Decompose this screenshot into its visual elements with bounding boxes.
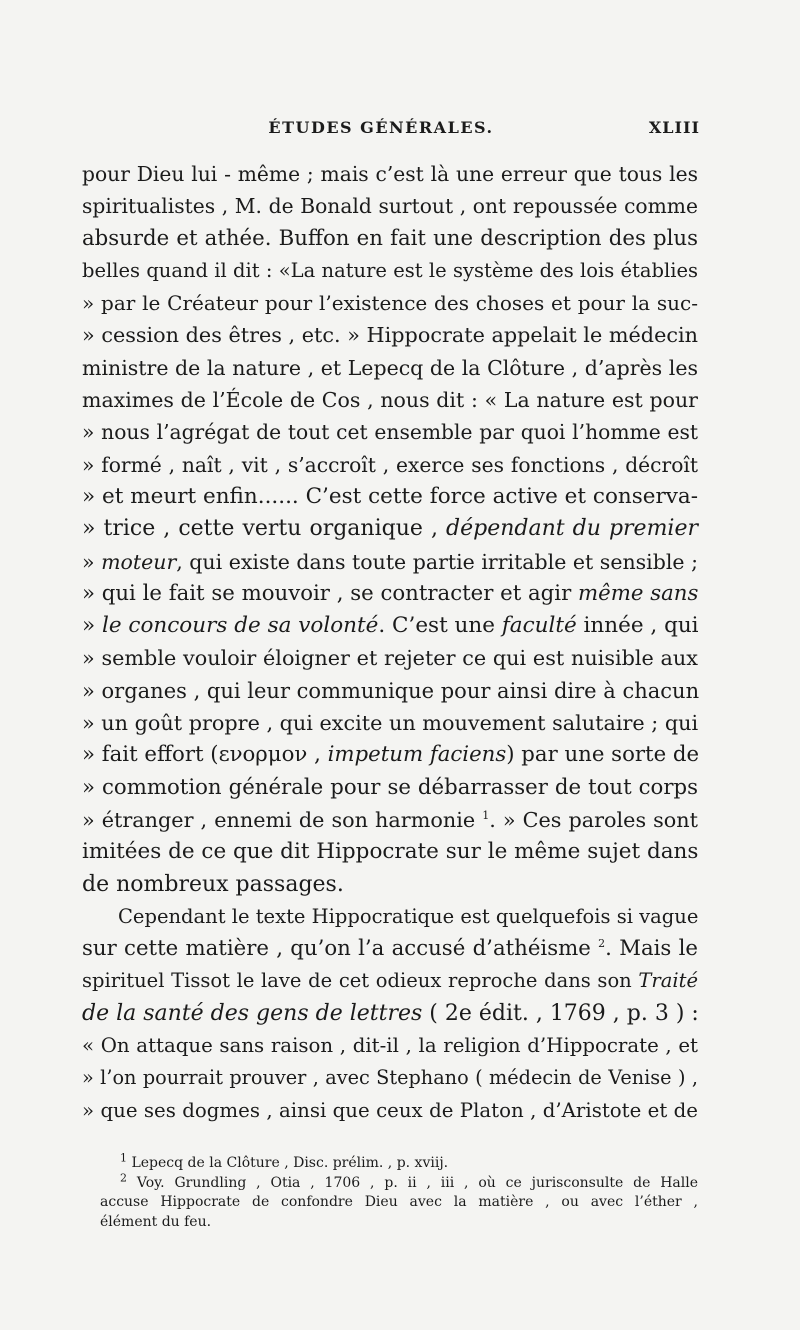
text-line: spiritualistes , M. de Bonald surtout , ont repoussée comme (82, 194, 698, 219)
text-line: » l’on pourrait prouver , avec Stephano ( médecin de Venise ) , (82, 1066, 698, 1090)
running-header (62, 118, 700, 150)
text-line: ministre de la nature , et Lepecq de la Clôture , d’après les (82, 355, 698, 380)
page-number: XLIII (648, 118, 700, 137)
text-line: » semble vouloir éloigner et rejeter ce qui est nuisible aux (82, 646, 698, 671)
text-line: » que ses dogmes , ainsi que ceux de Platon , d’Aristote et de (82, 1098, 698, 1122)
text-line: imitées de ce que dit Hippocrate sur le même sujet dans (82, 839, 699, 865)
text-line: » cession des êtres , etc. » Hippocrate appelait le médecin (82, 323, 698, 348)
text-line: Cependant le texte Hippocratique est quelquefois si vague (118, 904, 699, 928)
footnote-2-line: élément du feu. (100, 1213, 212, 1230)
footnotes (100, 1151, 699, 1232)
footnote-2-line: accuse Hippocrate de confondre Dieu avec la matière , ou avec l’éther , (100, 1194, 698, 1210)
italic-segment: de la santé des gens de lettres (82, 1000, 423, 1026)
footnote-2 (100, 1170, 699, 1194)
text-segment: » (82, 613, 102, 639)
italic-segment: impetum faciens (327, 742, 507, 768)
text-segment: » étranger , ennemi de son harmonie (82, 807, 483, 832)
text-line: » commotion générale pour se débarrasser de tout corps (82, 774, 698, 800)
text-segment: . C’est une (378, 613, 502, 639)
text-line (82, 965, 698, 997)
text-segment: spirituel Tissot le lave de cet odieux reproche dans son (82, 969, 639, 993)
footnote-mark: 2 (120, 1170, 127, 1184)
footnote-1 (100, 1151, 698, 1174)
text-segment: . » Ces paroles sont (489, 807, 698, 832)
text-line (82, 739, 698, 771)
italic-segment: même sans (578, 580, 699, 606)
main-text (82, 158, 698, 1127)
italic-segment: le concours de sa volonté (102, 613, 379, 639)
text-line: de nombreux passages. (82, 871, 344, 897)
text-segment: » qui le fait se mouvoir , se contracter et agir (82, 580, 578, 606)
text-line: pour Dieu lui - même ; mais c’est là une erreur que tous les (82, 162, 698, 186)
italic-segment: moteur (101, 549, 177, 574)
footnote-text: Voy. Grundling , Otia , 1706 , p. ii , iii , où ce jurisconsulte de Halle (136, 1174, 699, 1191)
text-line: » nous l’agrégat de tout cet ensemble par quoi l’homme est (82, 420, 698, 445)
footnote-ref: 1 (482, 809, 490, 823)
text-line: » par le Créateur pour l’existence des choses et pour la suc- (82, 291, 698, 316)
text-line: » et meurt enfin...... C’est cette force active et conserva- (82, 483, 698, 509)
text-line: belles quand il dit : «La nature est le système des lois établies (82, 258, 698, 282)
text-segment: innée , qui (576, 613, 699, 639)
text-line: » formé , naît , vit , s’accroît , exerce ses fonctions , décroît (82, 452, 698, 477)
quote-mark: » (82, 549, 102, 574)
italic-segment: dépendant du premier (446, 516, 699, 542)
text-line (82, 513, 698, 545)
text-segment: » trice , cette vertu organique , (82, 516, 447, 542)
text-line (82, 546, 698, 578)
footnote-mark: 1 (120, 1151, 127, 1165)
footnote-text: Lepecq de la Clôture , Disc. prélim. , p. xviij. (131, 1155, 449, 1171)
text-line: « On attaque sans raison , dit-il , la religion d’Hippocrate , et (82, 1034, 698, 1058)
text-segment: sur cette matière , qu’on l’a accusé d’athéisme (82, 936, 599, 962)
text-line (82, 578, 698, 610)
text-line (82, 610, 698, 642)
text-line (82, 933, 698, 965)
footnote-ref: 2 (598, 937, 606, 951)
italic-segment: Traité (638, 969, 698, 993)
text-line (82, 804, 698, 836)
text-line: maximes de l’École de Cos , nous dit : « La nature est pour (82, 388, 698, 413)
italic-segment: faculté (501, 613, 577, 639)
text-segment: ( 2e édit. , 1769 , p. 3 ) : (422, 1000, 699, 1026)
text-segment: . Mais le (605, 936, 698, 962)
text-segment: » fait effort (ενορμον , (82, 742, 328, 768)
text-line: » organes , qui leur communique pour ainsi dire à chacun (82, 678, 700, 703)
text-line: » un goût propre , qui excite un mouvement salutaire ; qui (82, 711, 699, 736)
text-line: absurde et athée. Buffon en fait une description des plus (82, 225, 698, 251)
text-segment: , qui existe dans toute partie irritable et sensible ; (176, 549, 698, 574)
running-title: ÉTUDES GÉNÉRALES. (268, 118, 494, 137)
text-line (82, 998, 698, 1030)
text-segment: ) par une sorte de (506, 742, 700, 768)
